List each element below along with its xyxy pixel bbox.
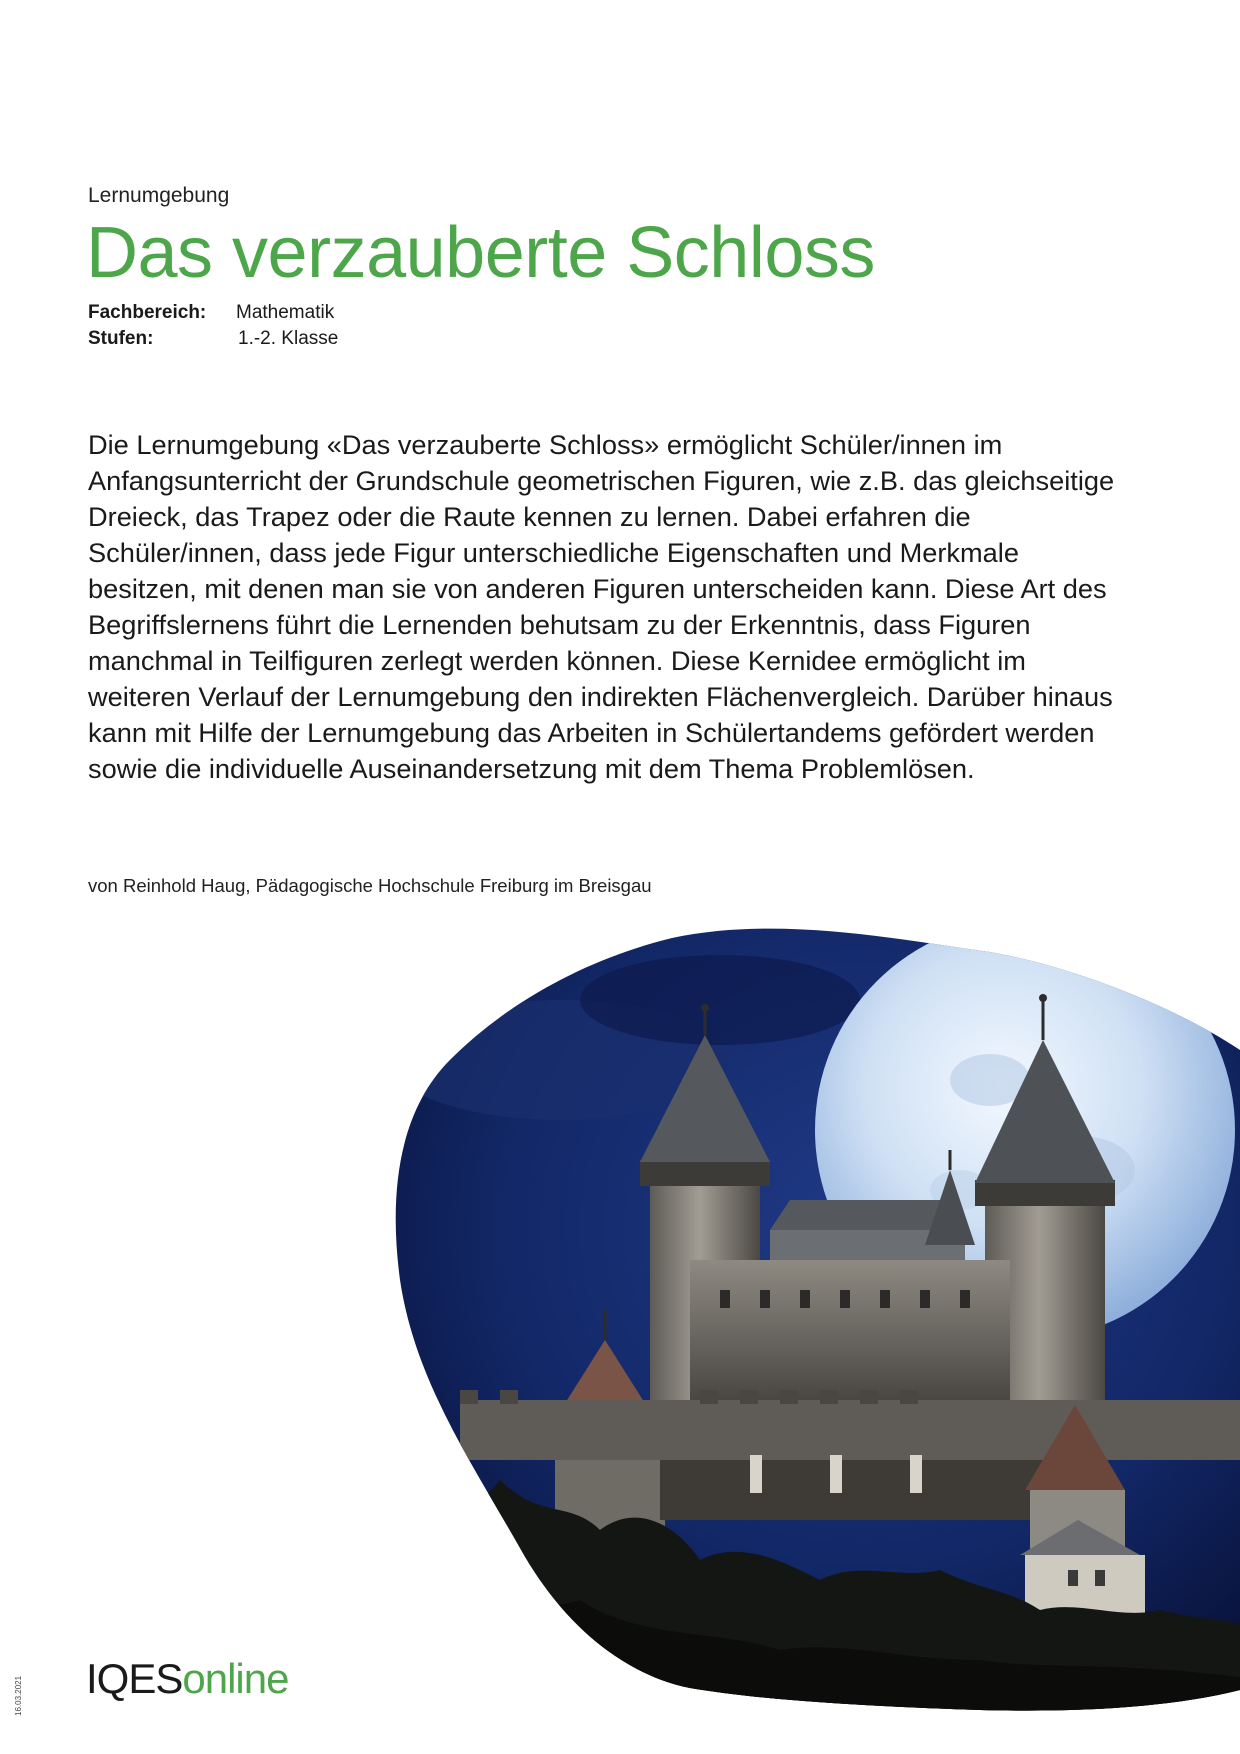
document-category: Lernumgebung	[88, 184, 230, 207]
logo-part-iqes: IQES	[86, 1655, 183, 1702]
logo-part-online: online	[182, 1655, 289, 1702]
document-title: Das verzauberte Schloss	[86, 213, 875, 293]
meta-key-level: Stufen:	[88, 328, 154, 349]
description-paragraph: Die Lernumgebung «Das verzauberte Schloss» ermöglicht Schüler/innen im Anfangsunterricht der Grundschule geometrischen Figuren, wie z.B. das gleichseitige Dreieck, das Trapez oder die Raute kennen zu lernen. Dabei erfahren die Schüler/innen, dass jede Figur unterschiedliche Eigenschaften und Merkmale besitzen, mit denen man sie von anderen Figuren unterscheiden kann. Diese Art des Begriffslernens führt die Lernenden behutsam zu der Erkenntnis, dass Figuren manchmal in Teilfiguren zerlegt werden können. Diese Kernidee ermöglicht im weiteren Verlauf der Lernumgebung den indirekten Flächenvergleich. Darüber hinaus kann mit Hilfe der Lernumgebung das Arbeiten in Schülertandems gefördert werden sowie die individuelle Auseinandersetzung mit dem Thema Problemlösen.	[88, 429, 1115, 784]
meta-value-level: 1.-2. Klasse	[238, 328, 339, 349]
iqes-online-logo	[86, 1655, 288, 1703]
meta-value-subject: Mathematik	[236, 302, 335, 323]
document-date: 16.03.2021	[14, 1675, 23, 1716]
meta-key-subject: Fachbereich:	[88, 302, 207, 323]
author-line: von Reinhold Haug, Pädagogische Hochschule Freiburg im Breisgau	[88, 875, 652, 896]
